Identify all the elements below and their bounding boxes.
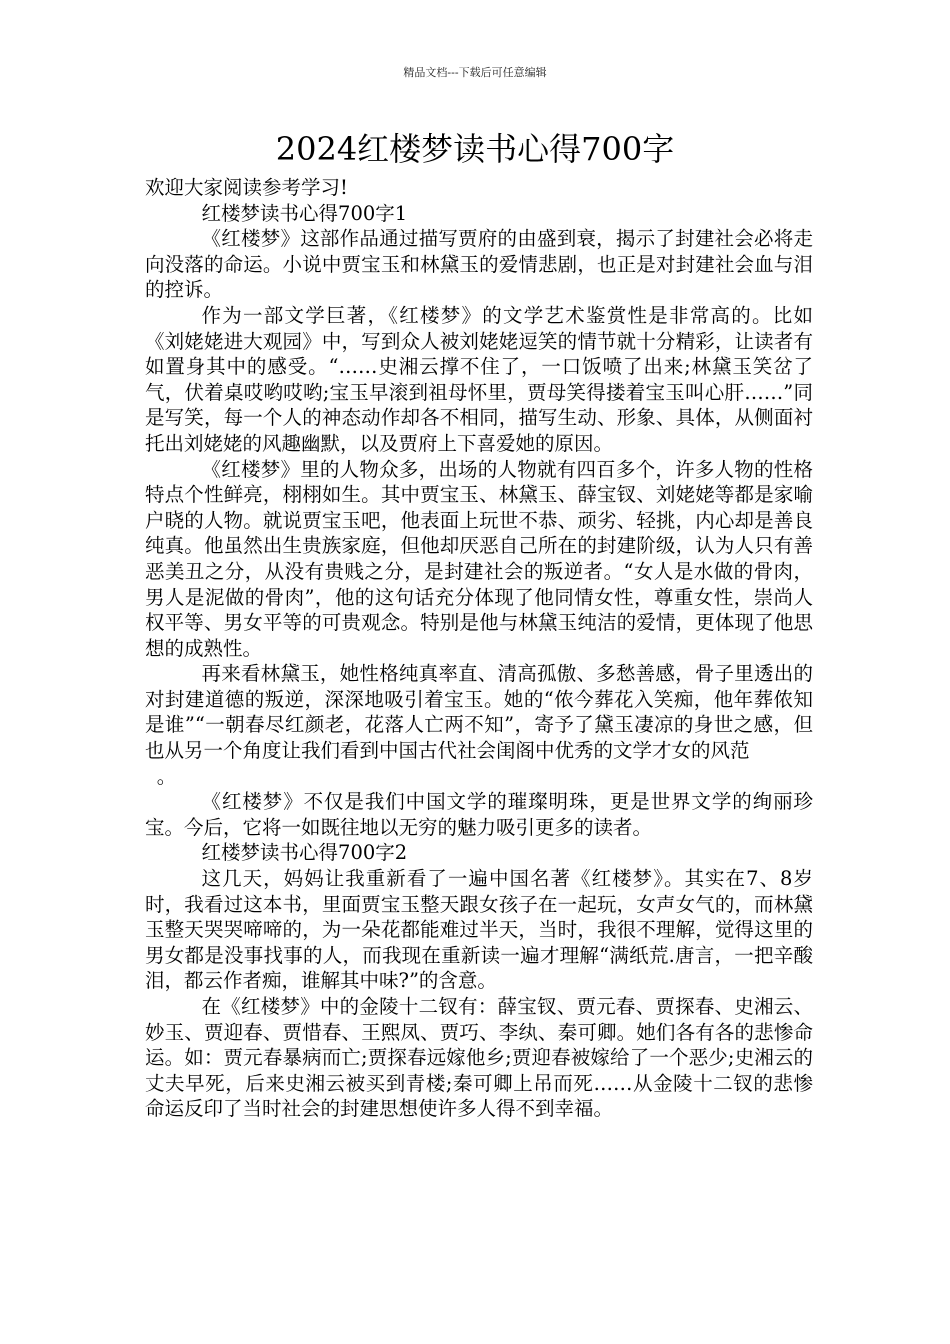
paragraph-intro: 欢迎大家阅读参考学习! [145, 176, 348, 199]
paragraph: 在《红楼梦》中的金陵十二钗有：薛宝钗、贾元春、贾探春、史湘云、妙玉、贾迎春、贾惜春、王熙凤、贾巧、李纨、秦可卿。她们各有各的悲惨命运。如：贾元春暴病而亡;贾探春远嫁他乡;贾迎春被嫁给了一个恶少;史湘云的丈夫早死，后来史湘云被买到青楼;秦可卿上吊而死……从金陵十二钗的悲惨命运反印了当时社会的封建思想使许多人得不到幸福。 [145, 995, 813, 1121]
document-title: 2024红楼梦读书心得700字 [275, 130, 675, 168]
paragraph: 再来看林黛玉，她性格纯真率直、清高孤傲、多愁善感，骨子里透出的对封建道德的叛逆，深深地吸引着宝玉。她的“侬今葬花入笑痴，他年葬侬知是谁”“一朝春尽红颜老，花落人亡两不知”，寄予了黛玉凄凉的身世之感，但也从另一个角度让我们看到中国古代社会闺阁中优秀的文学才女的风范 [145, 662, 813, 763]
section-heading-2: 红楼梦读书心得700字2 [201, 841, 408, 865]
paragraph: 作为一部文学巨著，《红楼梦》的文学艺术鉴赏性是非常高的。比如《刘姥姥进大观园》中，写到众人被刘姥姥逗笑的情节就十分精彩，让读者有如置身其中的感受。“……史湘云撑不住了，一口饭喷了出来;林黛玉笑岔了气，伏着桌哎哟哎哟;宝玉早滚到祖母怀里，贾母笑得搂着宝玉叫心肝……”同是写笑，每一个人的神态动作却各不相同，描写生动、形象、具体，从侧面衬托出刘姥姥的风趣幽默，以及贾府上下喜爱她的原因。 [145, 303, 813, 455]
paragraph-period: 。 [156, 764, 177, 788]
paragraph: 《红楼梦》里的人物众多，出场的人物就有四百多个，许多人物的性格特点个性鲜亮，栩栩如生。其中贾宝玉、林黛玉、薛宝钗、刘姥姥等都是家喻户晓的人物。就说贾宝玉吧，他表面上玩世不恭、顽劣、轻挑，内心却是善良纯真。他虽然出生贵族家庭，但他却厌恶自己所在的封建阶级，认为人只有善恶美丑之分，从没有贵贱之分，是封建社会的叛逆者。“女人是水做的骨肉，男人是泥做的骨肉”，他的这句话充分体现了他同情女性，尊重女性，崇尚人权平等、男女平等的可贵观念。特别是他与林黛玉纯洁的爱情，更体现了他思想的成熟性。 [145, 457, 813, 660]
section-heading-1: 红楼梦读书心得700字1 [201, 201, 408, 225]
document-body [145, 175, 813, 1122]
paragraph: 《红楼梦》不仅是我们中国文学的璀璨明珠，更是世界文学的绚丽珍宝。今后，它将一如既往地以无穷的魅力吸引更多的读者。 [145, 790, 813, 839]
paragraph: 《红楼梦》这部作品通过描写贾府的由盛到衰，揭示了封建社会必将走向没落的命运。小说中贾宝玉和林黛玉的爱情悲剧，也正是对封建社会血与泪的控诉。 [145, 227, 813, 302]
header-note: 精品文档---下载后可任意编辑 [403, 66, 547, 79]
paragraph: 这几天，妈妈让我重新看了一遍中国名著《红楼梦》。其实在7、8岁时，我看过这本书，里面贾宝玉整天跟女孩子在一起玩，女声女气的，而林黛玉整天哭哭啼啼的，为一朵花都能难过半天，当时，我很不理解，觉得这里的男女都是没事找事的人，而我现在重新读一遍才理解“满纸荒.唐言，一把辛酸泪，都云作者痴，谁解其中味?”的含意。 [145, 867, 813, 993]
